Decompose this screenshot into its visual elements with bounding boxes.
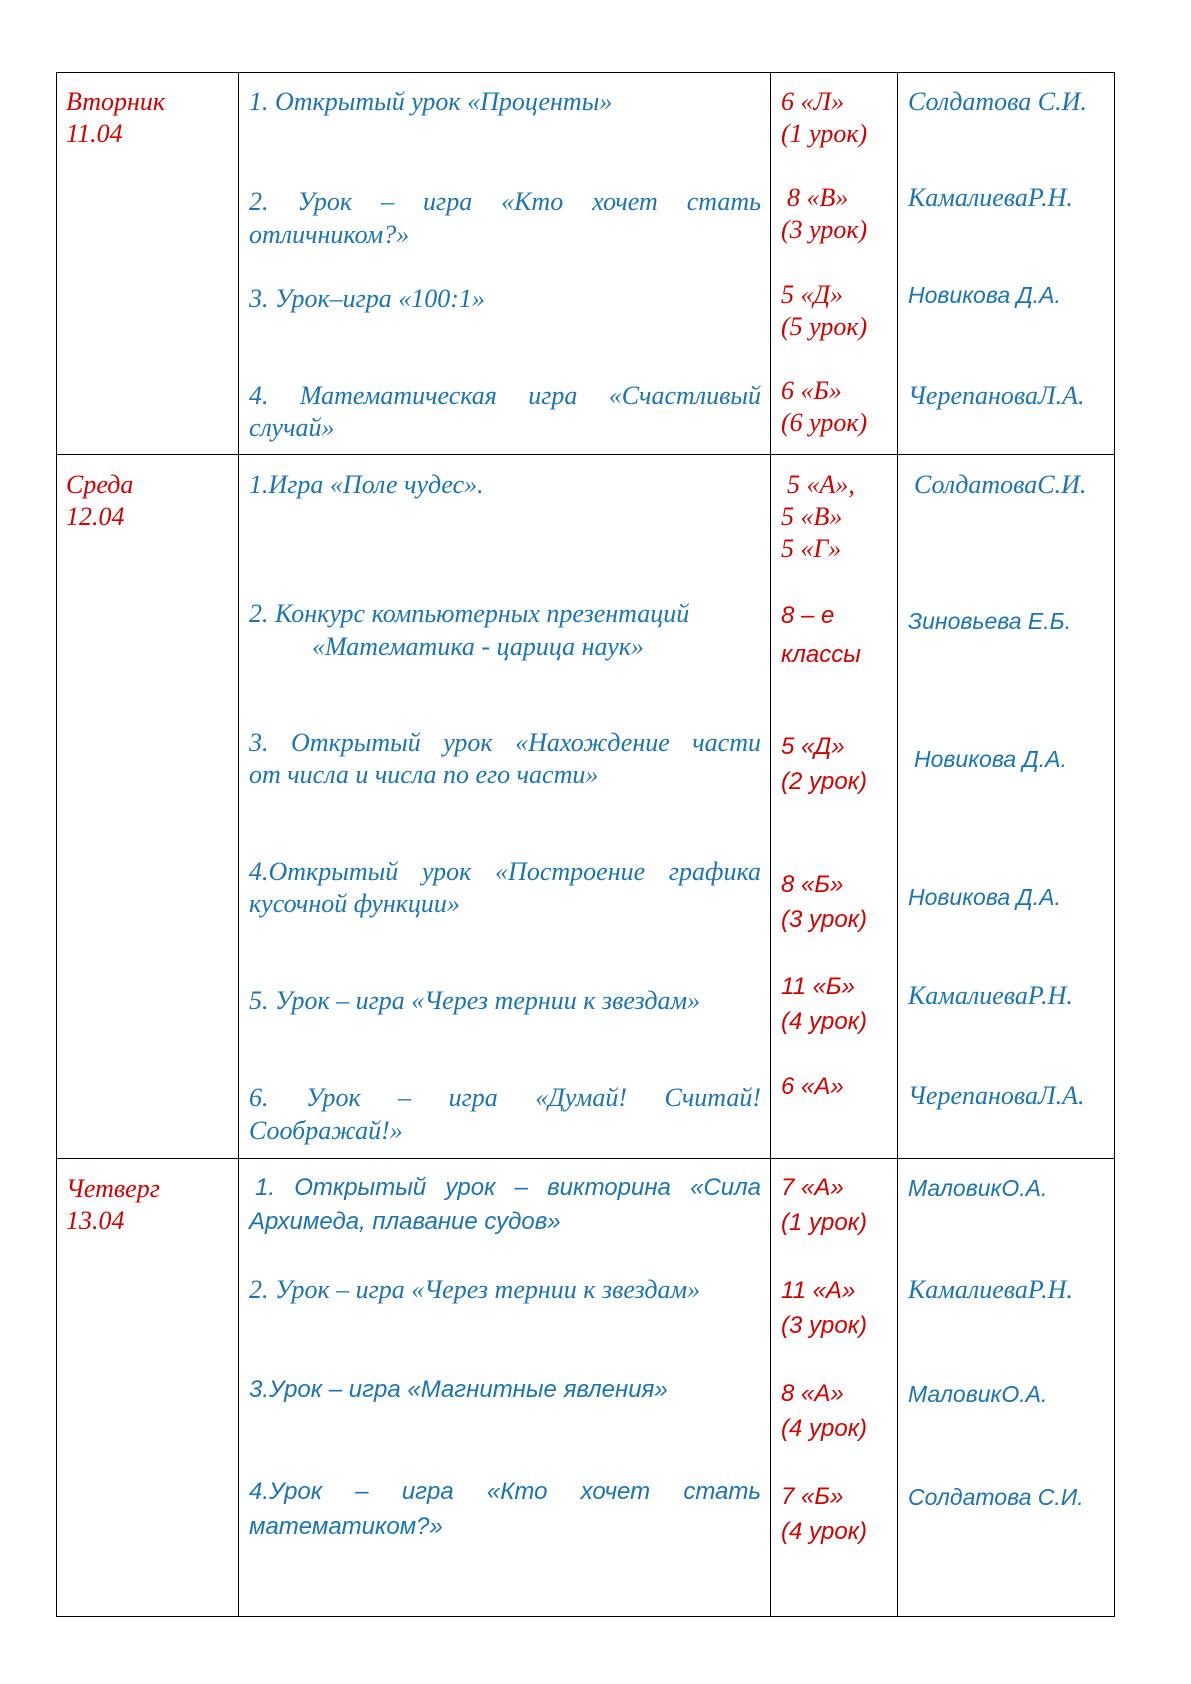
event-lesson: (3 урок) <box>781 1312 868 1339</box>
event-lesson: (5 урок) <box>781 312 868 341</box>
event-class: 5 «Д» <box>781 280 844 309</box>
event-title-cont: случай» <box>249 413 335 442</box>
event-class: 8 «В» <box>787 183 849 212</box>
table-border-right <box>1114 72 1115 1617</box>
event-title-cont: Соображай!» <box>249 1116 403 1145</box>
event-lesson: (2 урок) <box>781 768 868 795</box>
event-title-cont: отличником?» <box>249 220 410 249</box>
event-lesson: (4 урок) <box>781 1518 868 1545</box>
event-lesson: (1 урок) <box>781 119 868 148</box>
event-class: классы <box>781 641 861 668</box>
event-teacher: ЧерепановаЛ.А. <box>908 381 1085 410</box>
event-class: 6 «А» <box>781 1073 844 1100</box>
event-title: 1. Открытый урок «Проценты» <box>249 87 613 116</box>
event-class: 6 «Б» <box>781 376 842 405</box>
day-date: 12.04 <box>66 502 125 531</box>
event-teacher: Солдатова С.И. <box>908 87 1087 116</box>
event-title: 1.Игра «Поле чудес». <box>249 470 484 499</box>
event-class: 5 «Г» <box>781 534 842 563</box>
event-title: 5. Урок – игра «Через тернии к звездам» <box>249 986 701 1015</box>
day-name: Среда <box>66 470 134 499</box>
event-lesson: (3 урок) <box>781 906 868 933</box>
day-name: Четверг <box>66 1174 160 1203</box>
event-lesson: (4 урок) <box>781 1415 868 1442</box>
event-title: 2. Урок – игра «Кто хочет стать <box>249 187 761 216</box>
table-border-bottom <box>56 1616 1115 1617</box>
table-border-top <box>56 72 1115 73</box>
event-lesson: (3 урок) <box>781 215 868 244</box>
event-teacher: Зиновьева Е.Б. <box>908 608 1072 634</box>
event-lesson: (1 урок) <box>781 1209 868 1236</box>
event-title-cont: Архимеда, плавание судов» <box>249 1208 561 1235</box>
event-title: 4.Открытый урок «Построение графика <box>249 857 761 886</box>
event-title-cont: от числа и числа по его части» <box>249 760 599 789</box>
event-class: 8 «А» <box>781 1380 844 1407</box>
event-class: 11 «А» <box>781 1277 856 1304</box>
event-class: 5 «А», <box>787 470 855 499</box>
event-class: 6 «Л» <box>781 87 845 116</box>
event-class: 11 «Б» <box>781 973 855 1000</box>
event-title: 2. Урок – игра «Через тернии к звездам» <box>249 1275 701 1304</box>
column-divider-3 <box>897 72 898 1617</box>
event-class: 8 «Б» <box>781 871 844 898</box>
table-border-left <box>56 72 57 1617</box>
event-title-cont: математиком?» <box>249 1513 443 1540</box>
event-title: 4. Математическая игра «Счастливый <box>249 381 761 410</box>
event-class: 7 «Б» <box>781 1483 844 1510</box>
event-lesson: (4 урок) <box>781 1008 868 1035</box>
event-title: 3. Урок–игра «100:1» <box>249 284 485 313</box>
event-teacher: КамалиеваР.Н. <box>908 1275 1073 1304</box>
event-teacher: МаловикО.А. <box>908 1175 1048 1201</box>
event-teacher: КамалиеваР.Н. <box>908 981 1073 1010</box>
event-class: 5 «Д» <box>781 733 845 760</box>
event-title: 3. Открытый урок «Нахождение части <box>249 728 761 757</box>
column-divider-2 <box>770 72 771 1617</box>
day-date: 11.04 <box>66 119 123 148</box>
event-teacher: МаловикО.А. <box>908 1381 1048 1407</box>
event-title: 2. Конкурс компьютерных презентаций <box>249 599 690 628</box>
day-name: Вторник <box>66 87 166 116</box>
event-teacher: ЧерепановаЛ.А. <box>908 1081 1085 1110</box>
row-divider-2 <box>56 1158 1115 1159</box>
column-divider-1 <box>238 72 239 1617</box>
event-lesson: (6 урок) <box>781 408 868 437</box>
row-divider-1 <box>56 454 1115 455</box>
event-class: 7 «А» <box>781 1174 844 1201</box>
event-teacher: Новикова Д.А. <box>914 746 1067 772</box>
event-teacher: КамалиеваР.Н. <box>908 183 1073 212</box>
event-title: 6. Урок – игра «Думай! Считай! <box>249 1083 761 1112</box>
event-teacher: Новикова Д.А. <box>908 884 1061 910</box>
event-title: 3.Урок – игра «Магнитные явления» <box>249 1376 668 1403</box>
event-teacher: Солдатова С.И. <box>908 1484 1084 1510</box>
event-class: 8 – е <box>781 602 835 629</box>
event-teacher: Новикова Д.А. <box>908 282 1061 308</box>
event-title-cont: кусочной функции» <box>249 889 460 918</box>
event-teacher: СолдатоваС.И. <box>914 470 1087 499</box>
event-title-cont: «Математика - царица наук» <box>312 632 644 661</box>
event-title: 4.Урок – игра «Кто хочет стать <box>249 1478 761 1505</box>
event-class: 5 «В» <box>781 502 843 531</box>
event-title: 1. Открытый урок – викторина «Сила <box>255 1174 761 1201</box>
day-date: 13.04 <box>66 1206 125 1235</box>
